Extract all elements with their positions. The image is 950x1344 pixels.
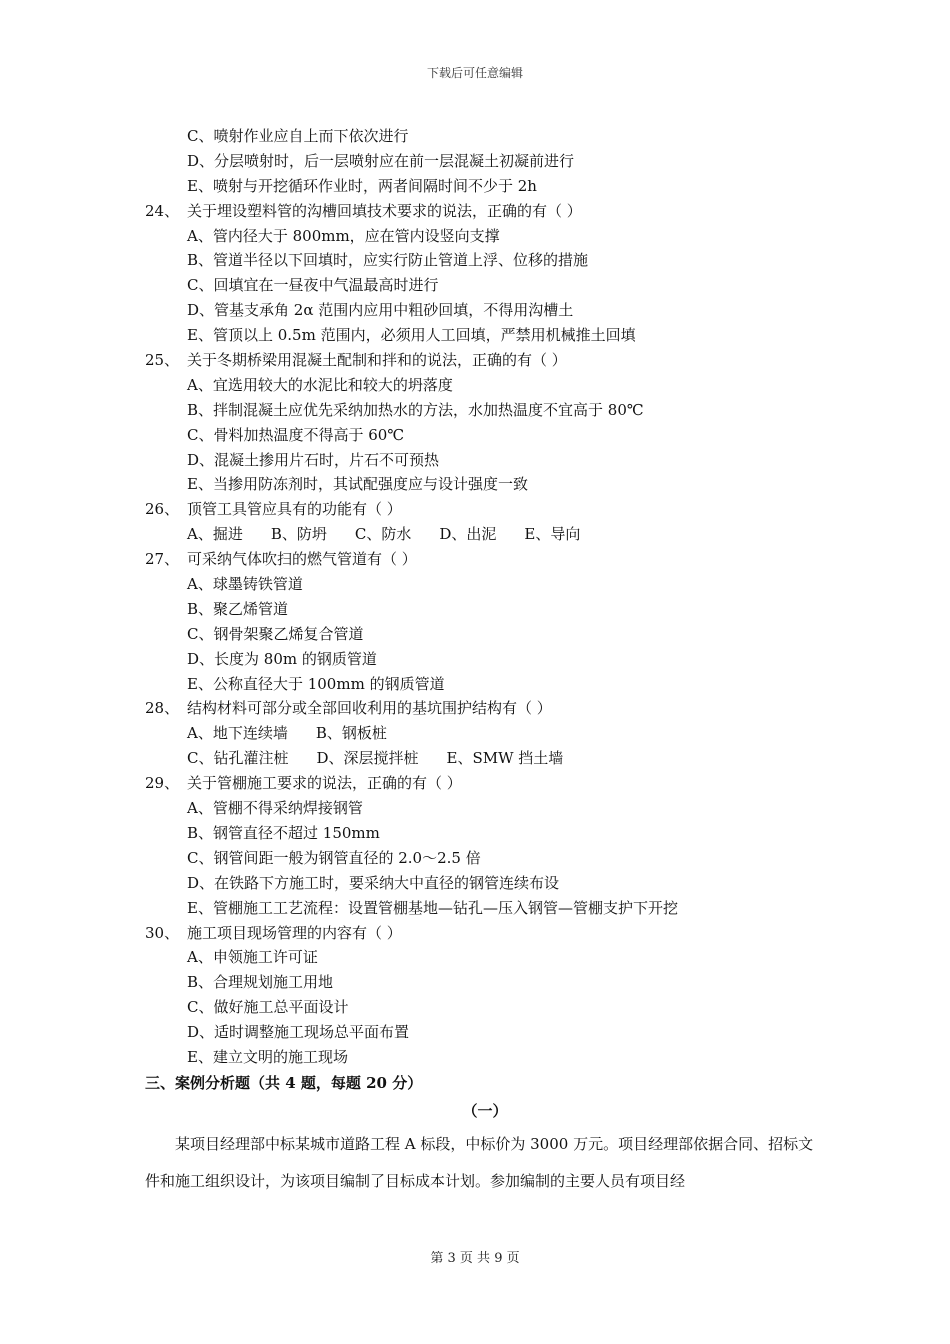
pre-options [145, 124, 825, 199]
option-line: B、管道半径以下回填时，应实行防止管道上浮、位移的措施 [187, 251, 589, 270]
option-item: E、导向 [524, 525, 581, 544]
inline-option-line [145, 746, 825, 771]
option-item: B、钢板桩 [315, 724, 387, 743]
option-line: E、公称直径大于 100mm 的钢质管道 [187, 674, 445, 693]
option-line: E、管棚施工工艺流程：设置管棚基地—钻孔—压入钢管—管棚支护下开挖 [187, 898, 678, 917]
option-line: C、喷射作业应自上而下依次进行 [187, 127, 409, 145]
option-line: D、长度为 80m 的钢质管道 [187, 649, 377, 668]
question-text: 关于冬期桥梁用混凝土配制和拌和的说法，正确的有（ ） [187, 351, 567, 370]
option-line: C、回填宜在一昼夜中气温最高时进行 [187, 276, 439, 295]
question-text: 结构材料可部分或全部回收利用的基坑围护结构有（ ） [187, 699, 552, 718]
option-line: A、宜选用较大的水泥比和较大的坍落度 [187, 375, 453, 394]
question-stem [145, 771, 825, 796]
question-text: 关于埋设塑料管的沟槽回填技术要求的说法，正确的有（ ） [187, 201, 582, 220]
question-list [145, 199, 825, 1070]
option-line: D、混凝土掺用片石时，片石不可预热 [187, 450, 440, 469]
option-line: A、管棚不得采纳焊接钢管 [187, 799, 363, 818]
option-line: E、管顶以上 0.5m 范围内，必须用人工回填，严禁用机械推土回填 [187, 326, 636, 345]
page-header: 下载后可任意编辑 [426, 66, 523, 80]
question-text: 可采纳气体吹扫的燃气管道有（ ） [187, 550, 417, 569]
option-line: C、钢骨架聚乙烯复合管道 [187, 624, 364, 643]
option-item: A、掘进 [187, 525, 243, 544]
option-item: C、防水 [354, 525, 412, 544]
question-stem [145, 199, 825, 224]
option-line: C、做好施工总平面设计 [187, 998, 349, 1017]
question-number: 28、 [145, 699, 180, 718]
inline-option-line [145, 721, 825, 746]
question-text: 关于管棚施工要求的说法，正确的有（ ） [187, 774, 462, 793]
option-line: A、管内径大于 800mm，应在管内设竖向支撑 [187, 226, 500, 245]
option-line: B、钢管直径不超过 150mm [187, 823, 380, 842]
question-number: 25、 [145, 351, 180, 370]
question-number: 24、 [145, 201, 180, 220]
option-line: E、喷射与开挖循环作业时，两者间隔时间不少于 2h [187, 176, 537, 195]
option-line: E、当掺用防冻剂时，其试配强度应与设计强度一致 [187, 475, 528, 494]
section-title: 三、案例分析题（共 4 题，每题 20 分） [145, 1073, 423, 1092]
question-number: 30、 [145, 923, 180, 942]
option-item: D、深层搅拌桩 [316, 749, 419, 768]
option-line: E、建立文明的施工现场 [187, 1047, 348, 1066]
question-stem [145, 696, 825, 721]
option-line: A、球墨铸铁管道 [187, 575, 303, 594]
option-item: B、防坍 [270, 525, 327, 544]
question-stem [145, 497, 825, 522]
option-line: D、适时调整施工现场总平面布置 [187, 1023, 410, 1042]
page-footer: 第 3 页 共 9 页 [430, 1251, 520, 1266]
question-stem [145, 921, 825, 946]
question-number: 29、 [145, 774, 180, 793]
option-item: C、钻孔灌注桩 [187, 749, 289, 768]
option-line: C、钢管间距一般为钢管直径的 2.0～2.5 倍 [187, 848, 481, 867]
question-stem [145, 348, 825, 373]
question-text: 施工项目现场管理的内容有（ ） [187, 923, 402, 942]
option-line: D、分层喷射时，后一层喷射应在前一层混凝土初凝前进行 [187, 151, 575, 170]
option-line: D、在铁路下方施工时，要采纳大中直径的钢管连续布设 [187, 873, 560, 892]
question-stem [145, 547, 825, 572]
inline-option-line [145, 522, 825, 547]
option-item: D、出泥 [439, 525, 497, 544]
option-line: D、管基支承角 2α 范围内应用中粗砂回填，不得用沟槽土 [187, 301, 574, 320]
question-number: 27、 [145, 550, 180, 569]
option-line: C、骨料加热温度不得高于 60℃ [187, 425, 405, 444]
document-content [145, 124, 825, 1200]
option-line: B、聚乙烯管道 [187, 599, 289, 618]
question-number: 26、 [145, 500, 180, 519]
question-text: 顶管工具管应具有的功能有（ ） [187, 500, 402, 519]
case-paragraph: 某项目经理部中标某城市道路工程 A 标段，中标价为 3000 万元。项目经理部依据合同、招标文件和施工组织设计，为该项目编制了目标成本计划。参加编制的主要人员有项目经 [145, 1134, 814, 1190]
option-item: A、地下连续墙 [187, 724, 288, 743]
case-subtitle: （一） [462, 1101, 508, 1120]
option-line: B、拌制混凝土应优先采纳加热水的方法，水加热温度不宜高于 80℃ [187, 400, 644, 419]
option-item: E、SMW 挡土墙 [446, 749, 564, 768]
option-line: B、合理规划施工用地 [187, 973, 334, 992]
option-line: A、申领施工许可证 [187, 948, 318, 967]
